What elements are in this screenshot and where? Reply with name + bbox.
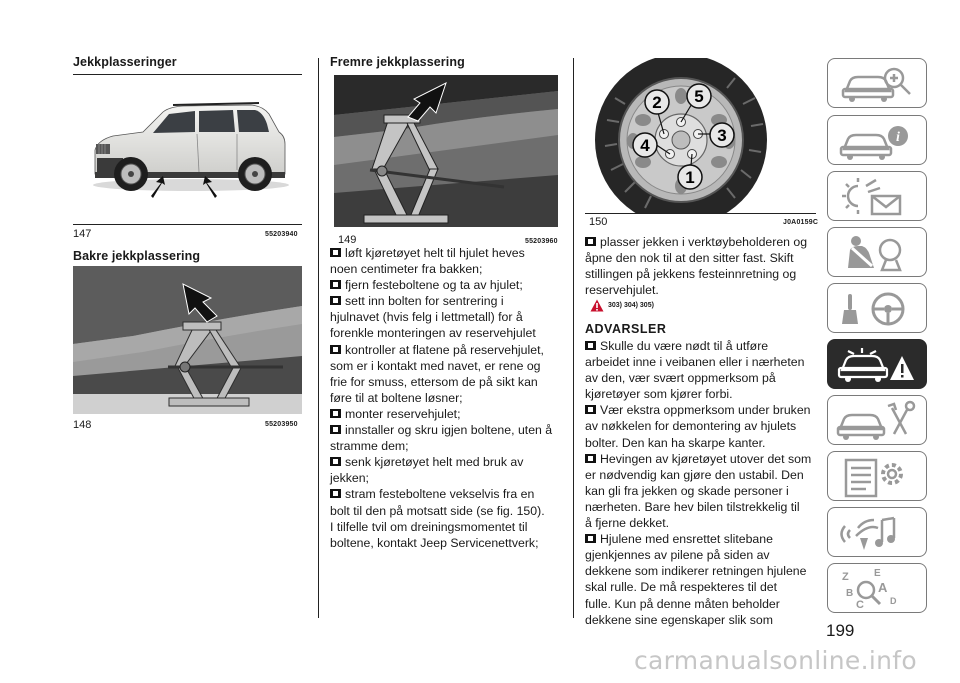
bullet-icon	[330, 345, 341, 354]
section-subheading: Bakre jekkplassering	[73, 249, 201, 263]
list-item: løft kjøretøyet helt til hjulet heves	[330, 245, 566, 261]
callout-4: 4	[640, 136, 650, 155]
page-number: 199	[826, 621, 855, 640]
list-item: bolter. Den kan ha skarpe kanter.	[585, 435, 766, 450]
list-item: av nøkkelen for demontering av hjulets	[585, 419, 797, 434]
bullet-icon	[330, 280, 341, 289]
list-item: stramme dem;	[330, 439, 409, 454]
list-item: føre til at boltene løsner;	[330, 390, 463, 405]
bullet-icon	[330, 457, 341, 466]
list-item: åpne den nok til at den sitter fast. Skift	[585, 251, 794, 266]
warnings-list	[585, 338, 819, 628]
bullet-icon	[585, 405, 596, 414]
svg-text:C: C	[856, 599, 864, 611]
svg-text:i: i	[896, 130, 900, 145]
figure-rule	[73, 224, 302, 225]
list-item: dekkene som indikerer retningen hjulene	[585, 564, 807, 579]
list-item: nærheten. Bare hev bilen tilstrekkelig til	[585, 499, 800, 514]
steering-wheel-icon	[828, 284, 928, 334]
tab-safety[interactable]	[827, 227, 927, 277]
list-item: fulle. Kun på denne måten beholder	[585, 596, 780, 611]
tab-multimedia[interactable]	[827, 507, 927, 557]
list-item: jekken;	[330, 471, 369, 486]
svg-text:A: A	[878, 580, 888, 595]
list-item: monter reservehjulet;	[330, 406, 566, 422]
alphabet-index-icon	[828, 564, 928, 614]
callout-1: 1	[685, 168, 695, 187]
tab-vehicle-info[interactable]	[827, 115, 927, 165]
list-item: stram festeboltene vekselvis fra en	[330, 486, 566, 502]
figure-code: 55203960	[525, 238, 558, 245]
figure-rule	[585, 213, 816, 214]
figure-number: 150	[589, 216, 608, 228]
list-item: Hjulene med ensrettet slitebane	[585, 531, 819, 547]
bullet-icon	[330, 489, 341, 498]
list-item: boltene, kontakt Jeep Servicenettverk;	[330, 535, 539, 550]
list-item: plasser jekken i verktøybeholderen og	[585, 234, 819, 250]
list-item: Hevingen av kjøretøyet utover det som	[585, 451, 819, 467]
bullet-icon	[585, 454, 596, 463]
bullet-icon	[585, 341, 596, 350]
section-heading: Fremre jekkplassering	[330, 55, 465, 69]
bullet-icon	[330, 425, 341, 434]
warnings-heading: ADVARSLER	[585, 322, 667, 336]
heading-rule	[73, 74, 302, 75]
callout-2: 2	[652, 93, 662, 112]
warning-references: 303) 304) 305)	[608, 302, 654, 309]
car-dashboard-icon	[828, 59, 928, 109]
tab-servicing[interactable]	[827, 395, 927, 445]
list-item: innstaller og skru igjen boltene, uten å	[330, 422, 566, 438]
watermark: carmanualsonline.info	[634, 646, 917, 675]
list-item: kjøretøyer som kjører forbi.	[585, 387, 733, 402]
warning-triangle-icon	[590, 299, 604, 312]
list-item: av den, vær svært oppmerksom på	[585, 371, 776, 386]
callout-3: 3	[717, 126, 727, 145]
list-item: å fjerne dekket.	[585, 516, 670, 531]
figure-number: 148	[73, 419, 92, 431]
tab-index[interactable]	[827, 563, 927, 613]
list-item: arbeidet inne i veibanen eller i nærheten	[585, 355, 805, 370]
svg-text:D: D	[890, 596, 897, 606]
seatbelt-airbag-icon	[828, 228, 928, 278]
car-tools-icon	[828, 396, 928, 446]
column-divider	[318, 58, 319, 618]
figure-148-rear-jack	[73, 266, 302, 414]
list-item: senk kjøretøyet helt med bruk av	[330, 454, 566, 470]
tab-starting-driving[interactable]	[827, 283, 927, 333]
figure-150-wheel-bolts	[585, 58, 816, 213]
list-item: dekkene sine egenskaper slik som	[585, 612, 773, 627]
column-divider	[573, 58, 574, 618]
list-item: gjenkjennes av pilene på siden av	[585, 548, 770, 563]
specs-gear-icon	[828, 452, 928, 502]
list-item: Vær ekstra oppmerksom under bruken	[585, 402, 819, 418]
list-item: stillingen på jekkens festeinnretning og	[585, 267, 797, 282]
bullet-icon	[330, 409, 341, 418]
figure-147-car-side	[73, 78, 302, 224]
list-item: som er i kontakt med navet, er rene og	[330, 358, 541, 373]
list-item: noen centimeter fra bakken;	[330, 262, 483, 277]
car-info-icon	[828, 116, 928, 166]
callout-5: 5	[694, 87, 704, 106]
bullet-icon	[330, 296, 341, 305]
car-emergency-icon	[828, 340, 928, 390]
list-item: fjern festeboltene og ta av hjulet;	[330, 277, 566, 293]
list-item: kontroller at flatene på reservehjulet,	[330, 342, 566, 358]
figure-number: 147	[73, 228, 92, 240]
figure-number: 149	[338, 234, 357, 246]
list-item: skal rulle. De må respekteres til det	[585, 580, 778, 595]
bullet-icon	[330, 248, 341, 257]
sun-envelope-icon	[828, 172, 928, 222]
svg-text:E: E	[874, 568, 881, 579]
list-item: reservehjulet.	[585, 283, 659, 298]
figure-code: J0A0159C	[783, 219, 819, 226]
list-item: I tilfelle tvil om dreiningsmomentet til	[330, 519, 528, 534]
tab-emergency[interactable]	[827, 339, 927, 389]
svg-text:B: B	[846, 588, 854, 599]
tab-lights-messages[interactable]	[827, 171, 927, 221]
figure-code: 55203950	[265, 421, 298, 428]
section-heading: Jekkplasseringer	[73, 55, 177, 69]
intro-list	[585, 234, 819, 298]
list-item: kan gli fra jekken og skade personer i	[585, 483, 789, 498]
instructions-list	[330, 245, 566, 551]
list-item: hjulnavet (hvis felg i lettmetall) for å	[330, 310, 523, 325]
list-item: forenkle monteringen av reservehjulet	[330, 326, 536, 341]
multimedia-icon	[828, 508, 928, 558]
tab-dashboard[interactable]	[827, 58, 927, 108]
tab-technical-data[interactable]	[827, 451, 927, 501]
list-item: Skulle du være nødt til å utføre	[585, 338, 819, 354]
list-item: er nødvendig kan gjøre den ustabil. Den	[585, 467, 804, 482]
list-item: frie for smuss, ettersom de på sikt kan	[330, 374, 538, 389]
figure-149-front-jack	[334, 75, 558, 227]
figure-code: 55203940	[265, 231, 298, 238]
list-item: bolt til den på motsatt side (se fig. 150).	[330, 503, 545, 518]
bullet-icon	[585, 534, 596, 543]
list-item: sett inn bolten for sentrering i	[330, 293, 566, 309]
svg-text:Z: Z	[842, 571, 849, 583]
bullet-icon	[585, 237, 596, 246]
